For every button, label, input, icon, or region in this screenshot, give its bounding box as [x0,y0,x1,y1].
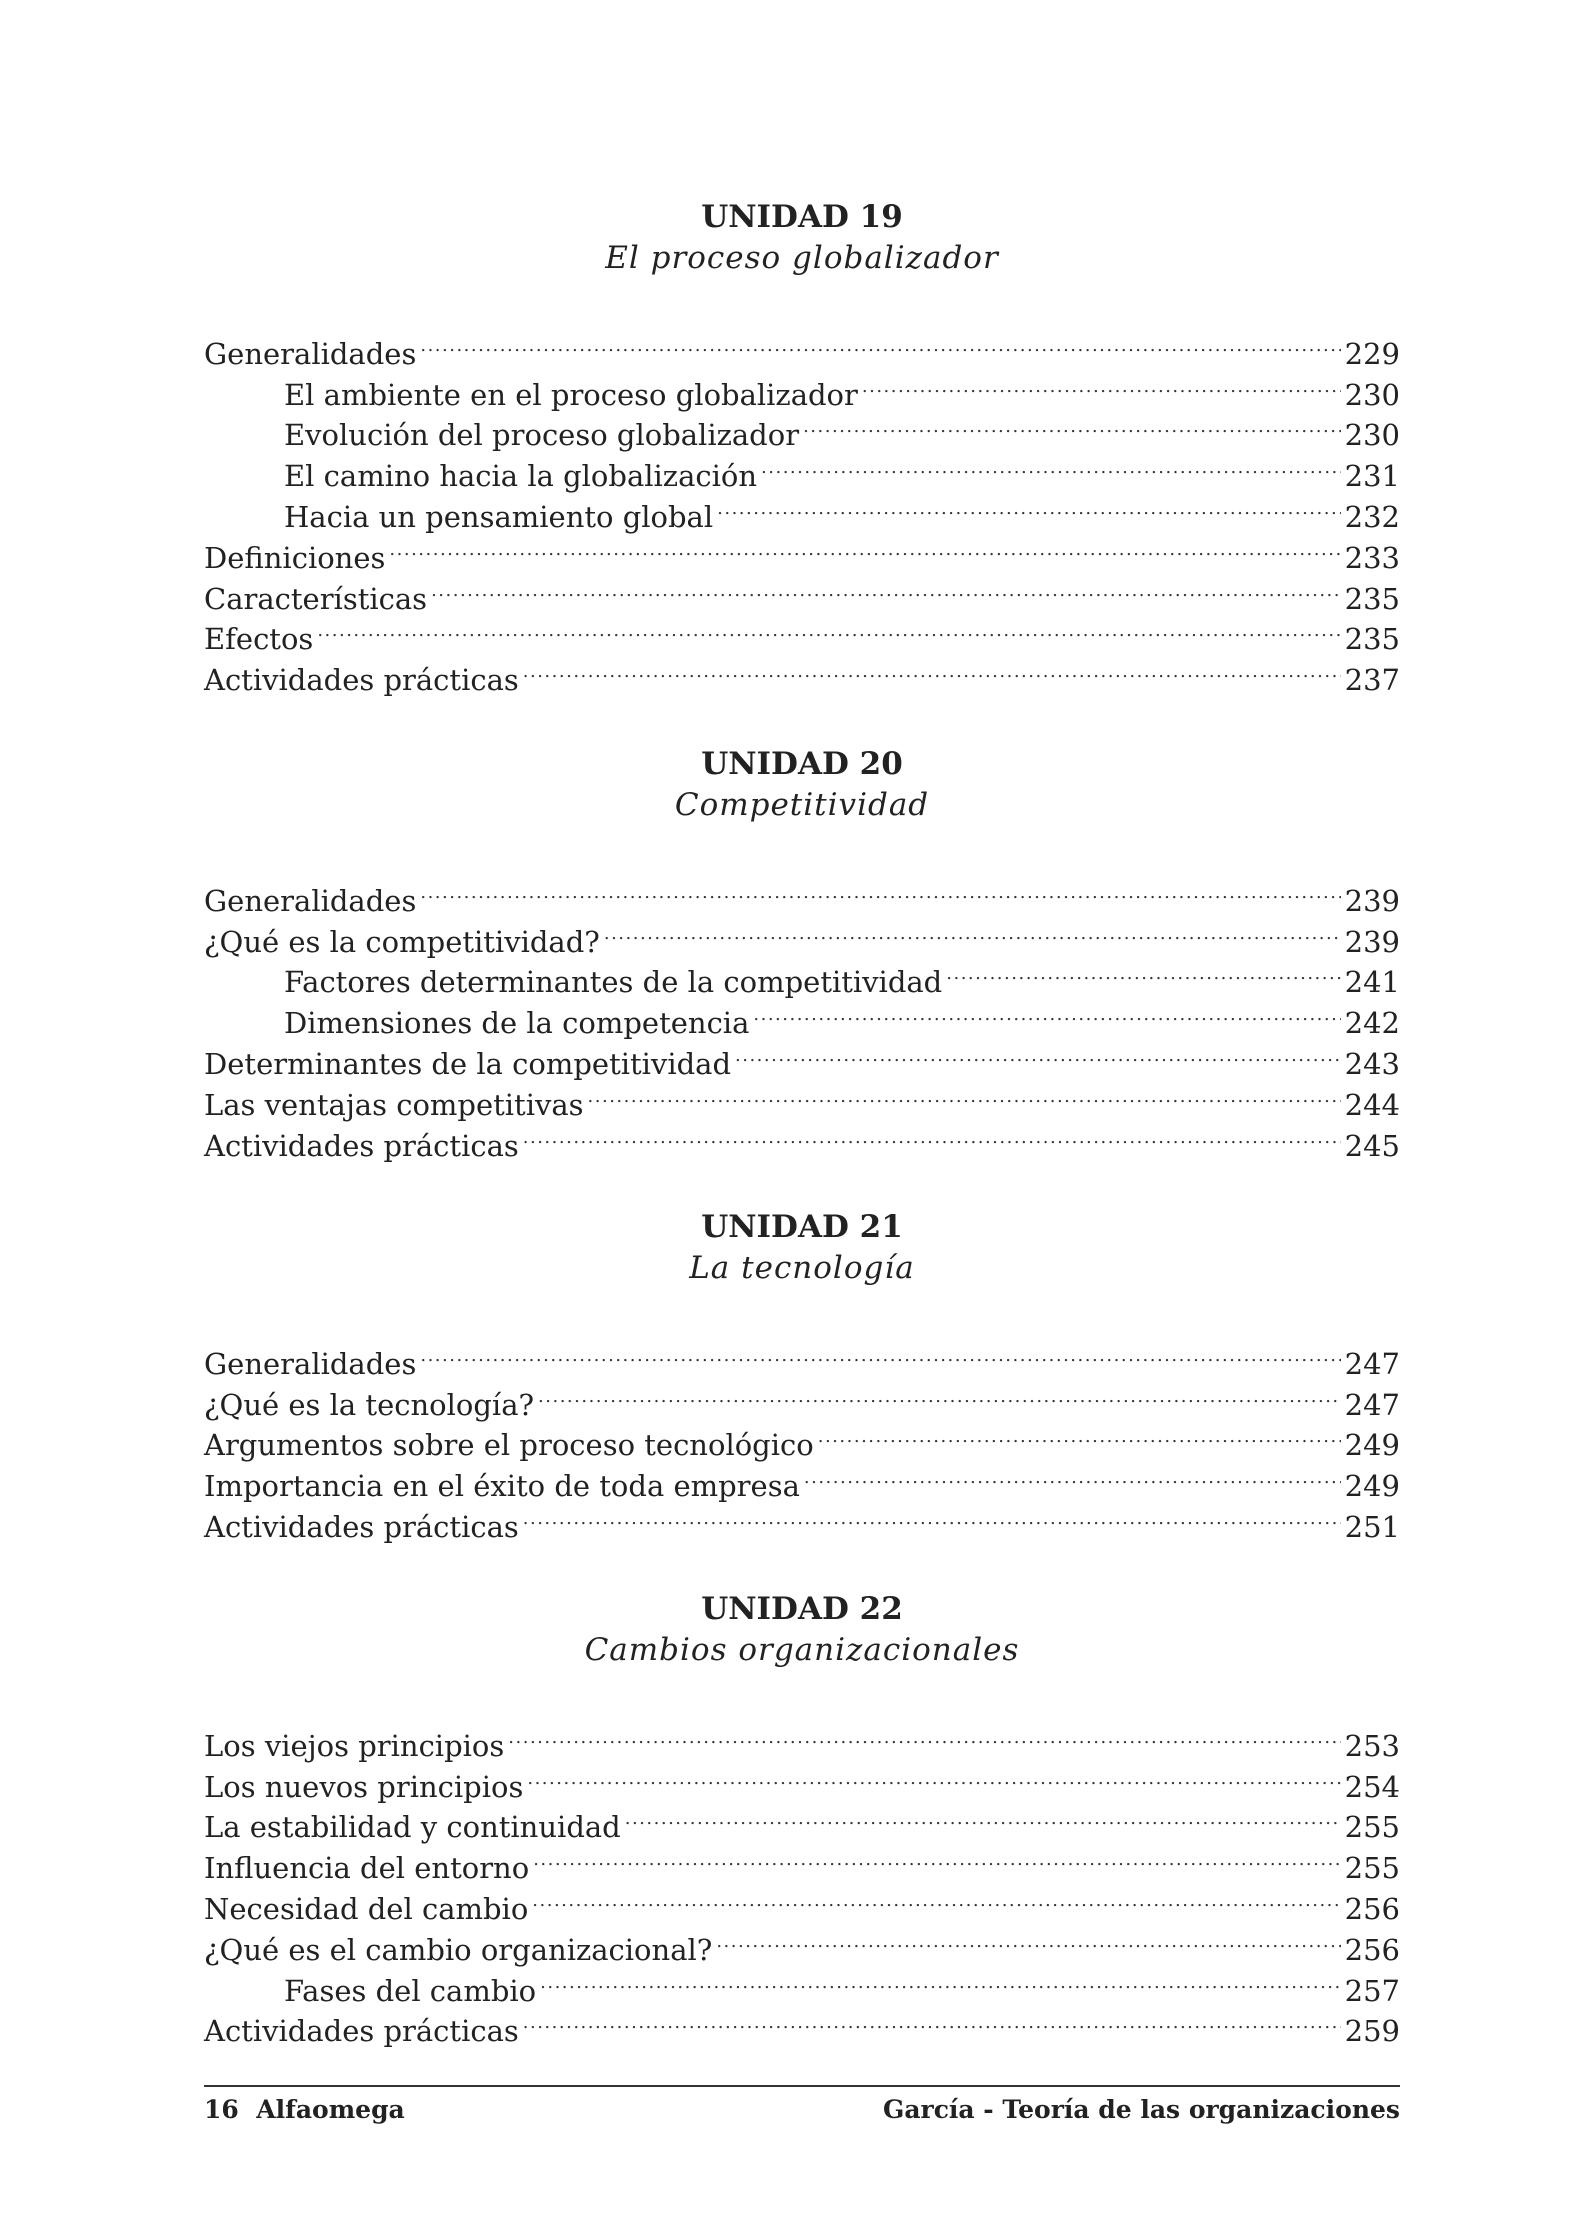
toc-entry[interactable]: La estabilidad y continuidad ..... 255 [204,1797,1400,1838]
page-number: 256 [1344,1891,1400,1926]
page-number: 255 [1344,1851,1400,1886]
page-number: 233 [1344,540,1400,575]
dot-leader [532,1878,1340,1919]
dot-leader [625,1797,1341,1838]
page-number: 251 [1344,1509,1400,1544]
toc-entry[interactable]: Actividades prácticas ..... 245 [204,1115,1400,1156]
toc-entry[interactable]: Importancia en el éxito de toda empresa ..... 249 [204,1455,1400,1496]
toc-entry[interactable]: Definiciones ..... 233 [204,527,1400,568]
dot-leader [753,992,1340,1033]
page-number: 253 [1344,1728,1400,1763]
toc-entry[interactable]: Hacia un pensamiento global ..... 232 [204,486,1400,527]
dot-leader [523,1496,1341,1537]
toc-entry[interactable]: Actividades prácticas ..... 259 [204,2001,1400,2042]
toc-entry[interactable]: Generalidades ..... 229 [204,323,1400,364]
page-number: 232 [1344,499,1400,534]
page-number: 237 [1344,663,1400,698]
dot-leader [803,405,1341,446]
page-footer [204,2092,1400,2128]
unit-number: UNIDAD 20 [701,746,903,782]
unit-title: Cambios organizacionales [584,1632,1020,1668]
dot-leader [431,568,1341,609]
toc-entry[interactable]: Argumentos sobre el proceso tecnológico ..... 249 [204,1415,1400,1456]
page-number: 249 [1344,1469,1400,1504]
dot-leader [735,1033,1341,1074]
page-number: 249 [1344,1428,1400,1463]
dot-leader [523,649,1341,690]
toc-entry[interactable]: ¿Qué es la competitividad? ..... 239 [204,911,1400,952]
dot-leader [317,609,1340,650]
page-number: 241 [1344,965,1400,1000]
dot-leader [818,1415,1341,1456]
dot-leader [527,1756,1340,1797]
toc-entry[interactable]: Generalidades ..... 239 [204,870,1400,911]
page-number: 229 [1344,336,1400,371]
page-number: 230 [1344,418,1400,453]
toc-entry[interactable]: Características ..... 235 [204,568,1400,609]
dot-leader [420,1333,1340,1374]
dot-leader [946,952,1340,993]
toc-entry[interactable]: Actividades prácticas ..... 237 [204,649,1400,690]
unit-title: La tecnología [689,1250,915,1286]
unit-number: UNIDAD 19 [701,199,903,235]
page-number: 254 [1344,1769,1400,1804]
toc-list [204,1715,1400,2049]
toc-entry[interactable]: El ambiente en el proceso globalizador ..... 230 [204,364,1400,405]
dot-leader [716,1919,1340,1960]
unit-19 [204,197,1400,698]
unit-number: UNIDAD 21 [701,1209,903,1245]
toc-entry[interactable]: Efectos ..... 235 [204,609,1400,650]
page-number: 247 [1344,1346,1400,1381]
dot-leader [588,1074,1341,1115]
footer-page-publisher: 16 Alfaomega [204,2095,405,2124]
page-number: 245 [1344,1128,1400,1163]
toc-entry[interactable]: Los nuevos principios ..... 254 [204,1756,1400,1797]
toc-entry[interactable]: El camino hacia la globalización ..... 231 [204,445,1400,486]
toc-entry[interactable]: Las ventajas competitivas ..... 244 [204,1074,1400,1115]
dot-leader [420,323,1340,364]
toc-entry[interactable]: Los viejos principios ..... 253 [204,1715,1400,1756]
page-number: 257 [1344,1973,1400,2008]
dot-leader [717,486,1341,527]
dot-leader [508,1715,1340,1756]
toc-entry[interactable]: Influencia del entorno ..... 255 [204,1837,1400,1878]
unit-number: UNIDAD 22 [701,1591,903,1627]
toc-entry[interactable]: Dimensiones de la competencia ..... 242 [204,992,1400,1033]
page-number: 235 [1344,581,1400,616]
footer-book-title: García - Teoría de las organizaciones [882,2095,1400,2124]
page-number: 243 [1344,1046,1400,1081]
toc-entry[interactable]: Generalidades ..... 247 [204,1333,1400,1374]
page-number: 247 [1344,1387,1400,1422]
page-number: 231 [1344,459,1400,494]
toc-entry[interactable]: Actividades prácticas ..... 251 [204,1496,1400,1537]
dot-leader [604,911,1341,952]
dot-leader [523,1115,1341,1156]
page-number: 239 [1344,883,1400,918]
page-number: 230 [1344,377,1400,412]
page-number: 235 [1344,622,1400,657]
toc-list [204,1333,1400,1544]
dot-leader [804,1455,1341,1496]
dot-leader [540,1960,1341,2001]
page-number: 256 [1344,1932,1400,1967]
unit-21 [204,1207,1400,1544]
toc-entry[interactable]: Fases del cambio ..... 257 [204,1960,1400,2001]
toc-entry[interactable]: ¿Qué es la tecnología? ..... 247 [204,1374,1400,1415]
unit-22 [204,1589,1400,2049]
page-number: 255 [1344,1810,1400,1845]
toc-entry[interactable]: ¿Qué es el cambio organizacional? ..... 256 [204,1919,1400,1960]
unit-title: Competitividad [674,787,930,823]
page-number: 244 [1344,1087,1400,1122]
dot-leader [420,870,1340,911]
page-number: 242 [1344,1006,1400,1041]
toc-entry[interactable]: Determinantes de la competitividad ..... 243 [204,1033,1400,1074]
dot-leader [523,2001,1341,2042]
footer-divider [204,2085,1400,2087]
dot-leader [761,445,1341,486]
page-number: 259 [1344,2014,1400,2049]
dot-leader [538,1374,1341,1415]
page-number: 239 [1344,924,1400,959]
toc-entry[interactable]: Evolución del proceso globalizador ..... 230 [204,405,1400,446]
toc-entry[interactable]: Factores determinantes de la competitividad ..... 241 [204,952,1400,993]
dot-leader [533,1837,1340,1878]
unit-20 [204,744,1400,1163]
toc-list [204,323,1400,698]
dot-leader [862,364,1341,405]
unit-title: El proceso globalizador [605,240,999,276]
toc-entry[interactable]: Necesidad del cambio ..... 256 [204,1878,1400,1919]
toc-list [204,870,1400,1163]
dot-leader [389,527,1340,568]
